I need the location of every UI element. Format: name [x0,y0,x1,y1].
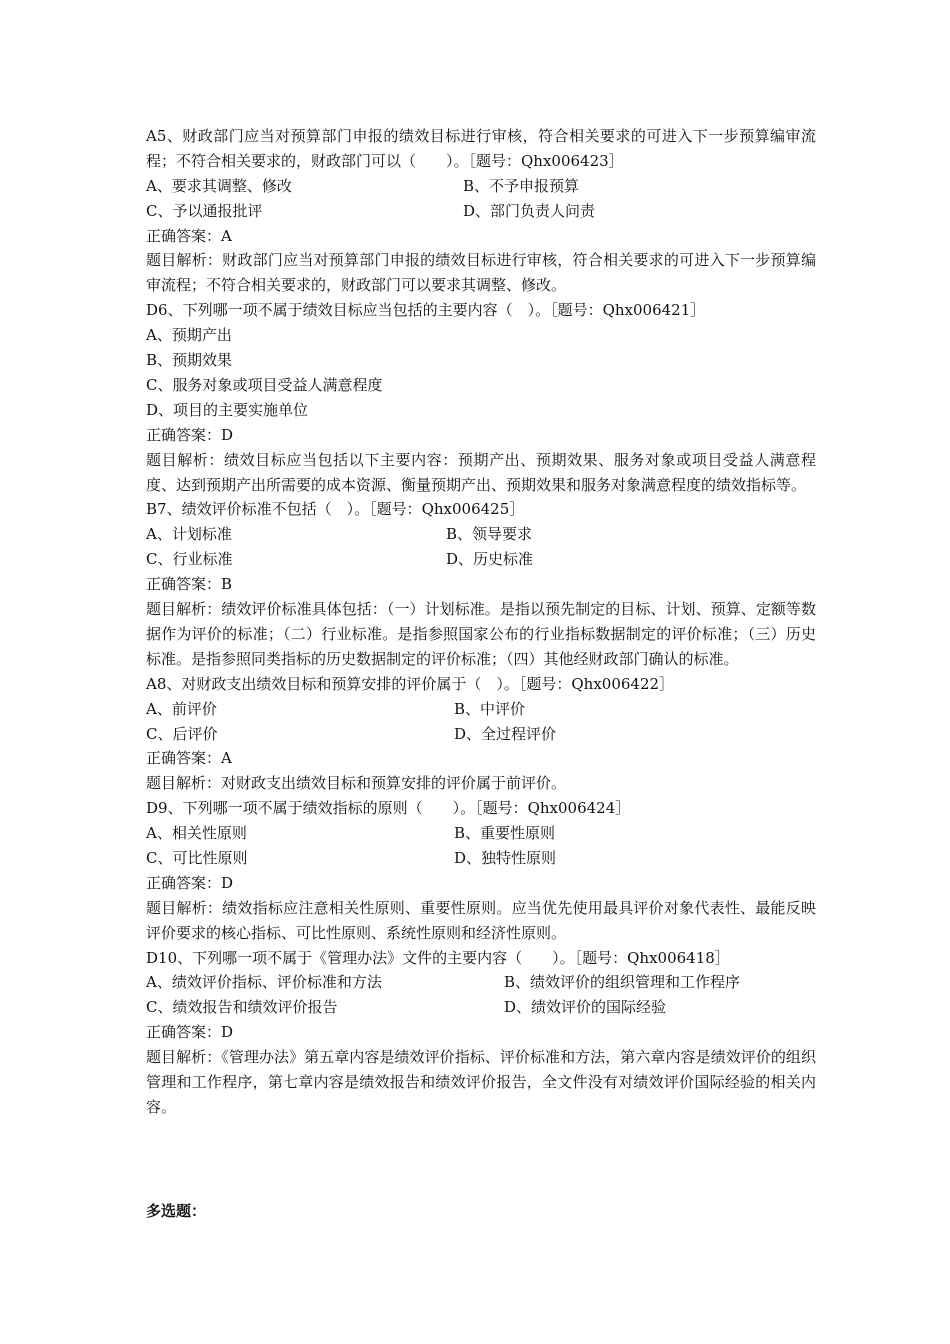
option-c: C、后评价 [146,724,218,743]
option-b: B、重要性原则 [454,824,556,843]
answer-analysis: 题目解析：财政部门应当对预算部门申报的绩效目标进行审核，符合相关要求的可进入下一步预算编审流程；不符合相关要求的，财政部门可以要求其调整、修改。 [146,251,816,295]
question-stem: A5、财政部门应当对预算部门申报的绩效目标进行审核，符合相关要求的可进入下一步预算编审流程；不符合相关要求的，财政部门可以（ ）。［题号：Qhx006423］ [146,127,816,170]
option-row [146,174,816,199]
option-d: D、项目的主要实施单位 [146,400,309,419]
answer-analysis: 题目解析：绩效评价标准具体包括：（一）计划标准。是指以预先制定的目标、计划、预算、定额等数据作为评价的标准；（二）行业标准。是指参照国家公布的行业指标数据制定的评价标准；（三）历史标准。是指参照同类指标的历史数据制定的评价标准；（四）其他经财政部门确认的标准。 [146,600,816,668]
option-a: A、绩效评价指标、评价标准和方法 [146,973,382,992]
option-b: B、领导要求 [446,525,533,544]
option-c: C、予以通报批评 [146,201,263,220]
question-stem: B7、绩效评价标准不包括（ ）。［题号：Qhx006425］ [146,500,525,519]
option-d: D、绩效评价的国际经验 [504,998,667,1017]
correct-answer: 正确答案：A [146,749,232,768]
option-c: C、可比性原则 [146,848,248,867]
option-c: C、行业标准 [146,550,233,569]
option-a: A、前评价 [146,699,217,718]
option-row [146,547,816,572]
correct-answer: 正确答案：B [146,575,233,594]
option-b: B、绩效评价的组织管理和工作程序 [504,973,741,992]
option-a: A、预期产出 [146,326,232,345]
option-c: C、服务对象或项目受益人满意程度 [146,375,383,394]
option-row [146,995,816,1020]
option-d: D、独特性原则 [454,848,557,867]
correct-answer: 正确答案：D [146,873,234,892]
answer-analysis: 题目解析：《管理办法》第五章内容是绩效评价指标、评价标准和方法，第六章内容是绩效评价的组织管理和工作程序，第七章内容是绩效报告和绩效评价报告，全文件没有对绩效评价国际经验的相关内容。 [146,1048,816,1116]
option-d: D、部门负责人问责 [463,201,596,220]
answer-analysis: 题目解析：绩效目标应当包括以下主要内容：预期产出、预期效果、服务对象或项目受益人满意程度、达到预期产出所需要的成本资源、衡量预期产出、预期效果和服务对象满意程度的绩效指标等。 [146,450,816,494]
option-b: B、不予申报预算 [463,176,580,195]
option-a: A、相关性原则 [146,824,247,843]
option-row [146,970,816,995]
question-stem: D10、下列哪一项不属于《管理办法》文件的主要内容（ ）。［题号：Qhx006418］ [146,948,730,967]
option-d: D、历史标准 [446,550,534,569]
correct-answer: 正确答案：A [146,226,232,245]
question-stem: A8、对财政支出绩效目标和预算安排的评价属于（ ）。［题号：Qhx006422］ [146,674,675,693]
option-b: B、中评价 [454,699,526,718]
answer-analysis: 题目解析：对财政支出绩效目标和预算安排的评价属于前评价。 [146,774,567,793]
question-stem: D6、下列哪一项不属于绩效目标应当包括的主要内容（ ）。［题号：Qhx006421］ [146,301,706,320]
option-c: C、绩效报告和绩效评价报告 [146,998,338,1017]
correct-answer: 正确答案：D [146,425,234,444]
option-row [146,821,816,846]
answer-analysis: 题目解析：绩效指标应注意相关性原则、重要性原则。应当优先使用最具评价对象代表性、最能反映评价要求的核心指标、可比性原则、系统性原则和经济性原则。 [146,898,816,942]
question-stem: D9、下列哪一项不属于绩效指标的原则（ ）。［题号：Qhx006424］ [146,799,631,818]
document-body [146,124,816,1120]
option-a: A、计划标准 [146,525,232,544]
option-d: D、全过程评价 [454,724,557,743]
option-b: B、预期效果 [146,351,233,370]
option-row [146,722,816,747]
option-row [146,697,816,722]
option-row [146,522,816,547]
correct-answer: 正确答案：D [146,1023,234,1042]
option-row [146,846,816,871]
section-heading: 多选题： [146,1202,207,1220]
option-a: A、要求其调整、修改 [146,176,292,195]
option-row [146,199,816,224]
